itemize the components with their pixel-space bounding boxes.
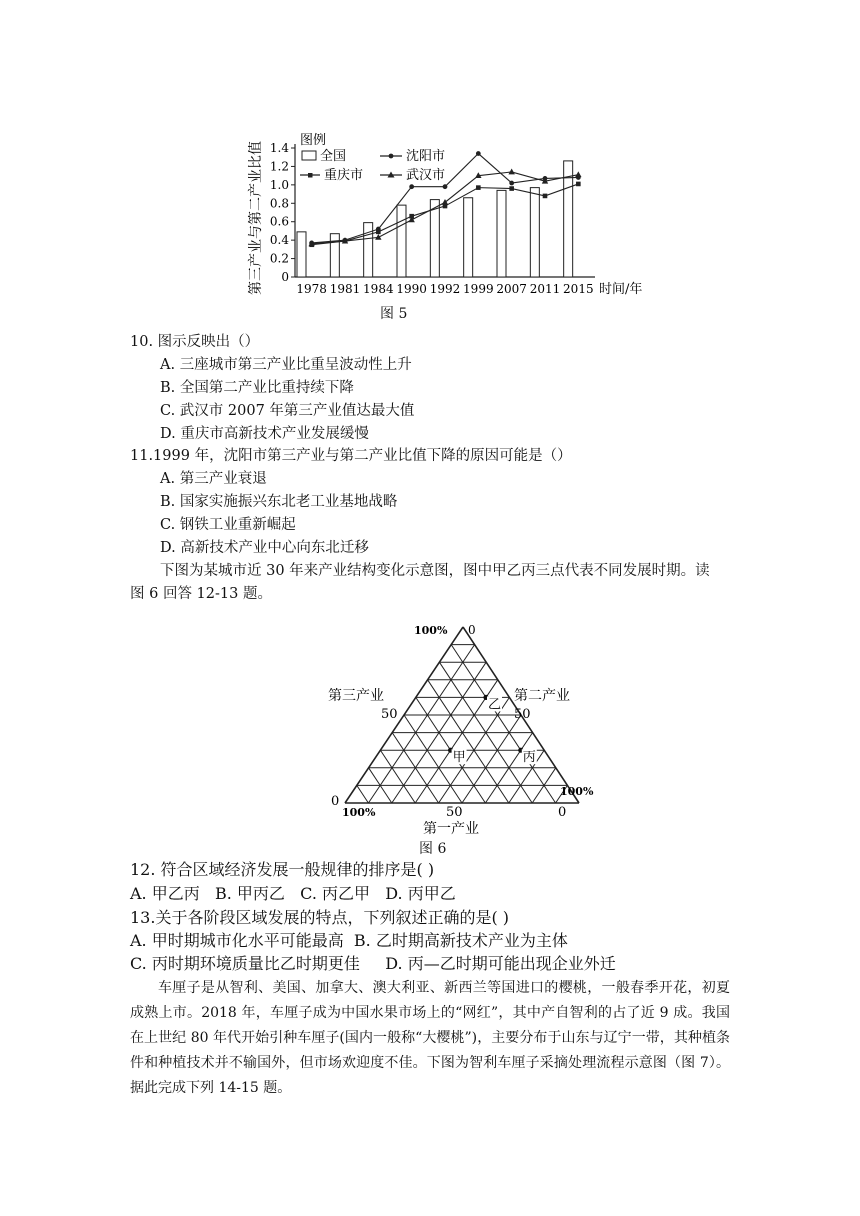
x-tick-label: 1990 — [396, 282, 427, 296]
q13-options-line1: A. 甲时期城市化水平可能最高 B. 乙时期高新技术产业为主体 — [130, 931, 568, 950]
x-tick-label: 2015 — [563, 282, 594, 296]
point-triangle — [508, 169, 514, 175]
bottom-axis-label: 第一产业 — [423, 821, 479, 837]
top-label-0: 0 — [468, 623, 476, 637]
q10-option-c: C. 武汉市 2007 年第三产业值达最大值 — [160, 403, 415, 419]
x-tick-label: 2011 — [529, 282, 561, 296]
right-100: 100% — [560, 785, 594, 798]
y-tick-label: 0.2 — [269, 251, 289, 266]
right-axis-label: 第二产业 — [514, 688, 570, 704]
q12-options: A. 甲乙丙 B. 甲丙乙 C. 丙乙甲 D. 丙甲乙 — [130, 884, 456, 903]
figure5-chart — [240, 128, 670, 300]
point-circle — [443, 184, 448, 189]
bar-national — [530, 188, 539, 277]
q11-option-b: B. 国家实施振兴东北老工业基地战略 — [160, 494, 398, 510]
bar-national — [430, 200, 439, 277]
x-tick-label: 1992 — [429, 282, 461, 296]
grid-line — [368, 645, 474, 803]
y-tick-label: 0.6 — [269, 214, 289, 229]
legend-national: 全国 — [320, 149, 347, 164]
q13-options-line2: C. 丙时期环境质量比乙时期更佳 D. 丙—乙时期可能出现企业外迁 — [130, 954, 616, 973]
top-label-100: 100% — [414, 624, 448, 637]
y-tick-label: 0.4 — [269, 233, 289, 248]
stage-label: 甲 — [452, 750, 466, 766]
stage-label: 丙 — [522, 750, 536, 766]
grid-line — [357, 785, 369, 803]
legend-chongqing: 重庆市 — [324, 168, 364, 183]
x-tick-label: 1981 — [329, 282, 361, 296]
q11-stem: 11.1999 年，沈阳市第三产业与第二产业比值下降的原因可能是（） — [130, 448, 572, 464]
point-circle — [409, 184, 414, 189]
y-tick-label: 1.2 — [269, 159, 289, 174]
point-square — [543, 194, 548, 199]
legend-shenyang: 沈阳市 — [406, 149, 446, 164]
point-square — [476, 185, 481, 190]
q11-option-c: C. 钢铁工业重新崛起 — [160, 517, 296, 533]
figure6-ternary-diagram — [320, 615, 600, 840]
q13-stem: 13.关于各阶段区域发展的特点，下列叙述正确的是( ) — [130, 908, 510, 927]
x-tick-label: 1978 — [296, 282, 327, 296]
x-tick-label: 1999 — [463, 282, 494, 296]
q10-option-d: D. 重庆市高新技术产业发展缓慢 — [160, 426, 369, 442]
bar-national — [464, 198, 473, 277]
point-square — [376, 230, 381, 235]
x-tick-label: 2007 — [496, 282, 527, 296]
right-mid-50: 50 — [514, 707, 531, 722]
bottom-tick-0: 0 — [558, 805, 567, 820]
y-tick-label: 1.4 — [269, 141, 289, 155]
y-tick-label: 1.0 — [269, 177, 289, 192]
point-square — [576, 182, 581, 187]
left-mid-50: 50 — [381, 707, 398, 722]
q11-option-d: D. 高新技术产业中心向东北迁移 — [160, 540, 369, 556]
legend-wuhan: 武汉市 — [406, 168, 446, 183]
figure6-caption: 图 6 — [419, 841, 447, 857]
y-tick-label: 0.8 — [269, 196, 289, 211]
legend-marker-circle — [389, 154, 394, 159]
q11-option-a: A. 第三产业衰退 — [160, 471, 267, 487]
bottom-tick-100: 100% — [342, 806, 376, 819]
x-tick-label: 1984 — [363, 282, 394, 296]
x-axis-label: 时间/年 — [599, 282, 643, 297]
stage-label: 乙 — [488, 697, 502, 713]
point-triangle — [442, 199, 448, 205]
intro-12-13-line2: 图 6 回答 12-13 题。 — [130, 586, 272, 602]
q10-stem: 10. 图示反映出（） — [130, 334, 260, 350]
point-circle — [509, 181, 514, 186]
intro-12-13-line1: 下图为某城市近 30 年来产业结构变化示意图，图中甲乙丙三点代表不同发展时期。读 — [160, 563, 710, 579]
legend-marker-square — [308, 173, 313, 178]
bar-national — [497, 190, 506, 277]
point-square — [509, 186, 514, 191]
point-circle — [476, 151, 481, 156]
left-axis-label: 第三产业 — [328, 688, 384, 704]
q10-option-a: A. 三座城市第三产业比重呈波动性上升 — [160, 357, 412, 373]
figure5-y-axis-label: 第三产业与第二产业比值 — [248, 141, 264, 295]
grid-line — [451, 645, 555, 803]
bar-national — [297, 232, 306, 277]
left-zero: 0 — [331, 794, 340, 809]
intro-14-15-paragraph: 车厘子是从智利、美国、加拿大、澳大利亚、新西兰等国进口的樱桃，一般春季开花，初夏成熟上市。2018 年，车厘子成为中国水果市场上的“网红”，其中产自智利的占了近 9 成。我国在上世纪 80 年代开始引种车厘子(国内一般称“大樱桃”)，主要分布于山东与辽宁一带，其种植条件和种植技术并不输国外，但市场欢迎度不佳。下图为智利车厘子采摘处理流程示意图（图 7）。据此完成下列 14-15 题。 — [130, 980, 730, 1096]
figure5-legend-title: 图例 — [300, 133, 327, 148]
figure5-caption: 图 5 — [380, 306, 408, 322]
bar-national — [364, 223, 373, 277]
q10-option-b: B. 全国第二产业比重持续下降 — [160, 380, 354, 396]
bottom-tick-50: 50 — [446, 805, 463, 820]
q12-stem: 12. 符合区域经济发展一般规律的排序是( ) — [130, 860, 435, 879]
point-triangle — [575, 171, 581, 177]
point-triangle — [375, 234, 381, 240]
bar-national — [397, 205, 406, 277]
y-tick-label: 0 — [281, 270, 289, 284]
legend-bar-swatch — [302, 151, 316, 160]
grid-line — [462, 715, 521, 803]
